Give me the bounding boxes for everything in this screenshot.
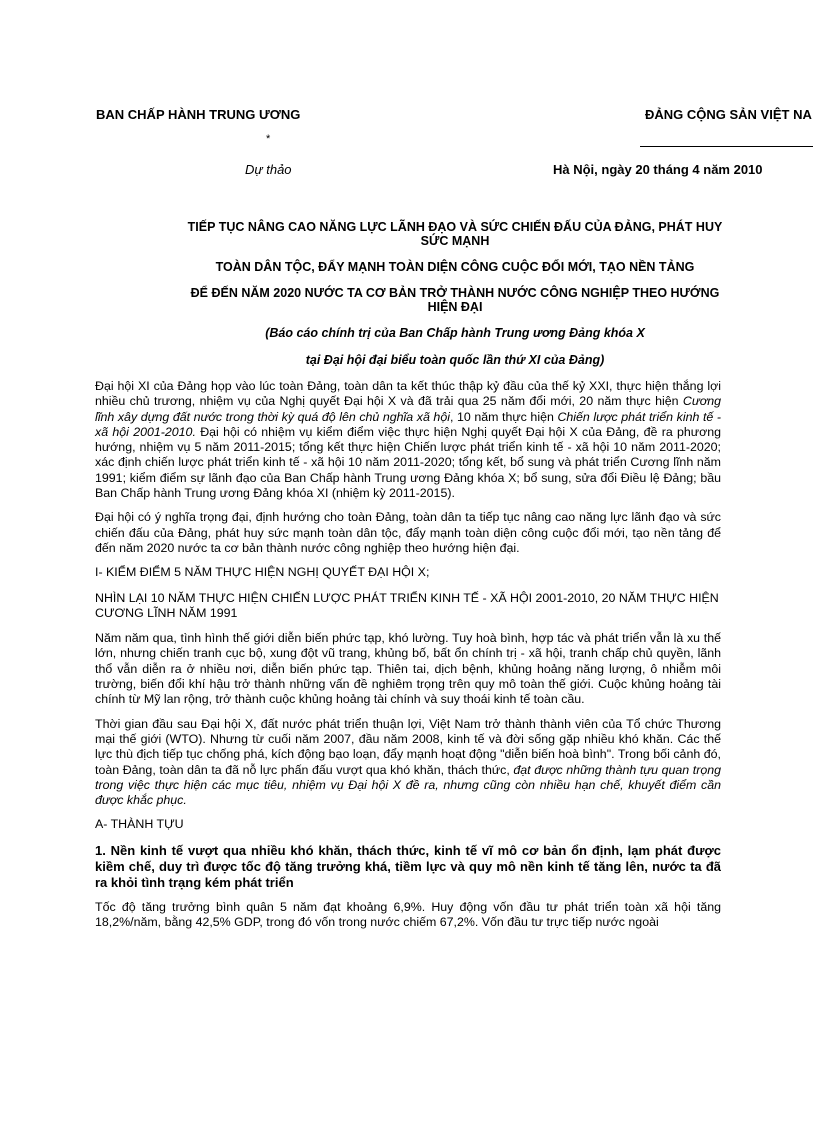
- date-location: Hà Nội, ngày 20 tháng 4 năm 2010: [553, 162, 763, 177]
- header-left-organization: BAN CHẤP HÀNH TRUNG ƯƠNG: [96, 107, 301, 122]
- paragraph-intro-part-1: Đại hội XI của Đảng họp vào lúc toàn Đảng, toàn dân ta kết thúc thập kỷ đầu của thế kỷ XXI, thực hiện thắng lợi nhiều chủ trương, nhiệm vụ của Nghị quyết Đại hội X và đã trải qua 25 năm đổi mới, 20 năm thực hiện: [95, 379, 721, 409]
- title-line-2: TOÀN DÂN TỘC, ĐẨY MẠNH TOÀN DIỆN CÔNG CUỘC ĐỔI MỚI, TẠO NỀN TẢNG: [215, 260, 695, 274]
- paragraph-intro-italic-1: Cương lĩnh xây dựng đất nước trong thời kỳ quá độ lên chủ nghĩa xã hội: [95, 394, 721, 424]
- title-line-3: ĐỂ ĐẾN NĂM 2020 NƯỚC TA CƠ BẢN TRỞ THÀNH NƯỚC CÔNG NGHIỆP THEO HƯỚNG HIỆN ĐẠI: [190, 286, 720, 314]
- paragraph-domestic-part-1: Thời gian đầu sau Đại hội X, đất nước phát triển thuận lợi, Việt Nam trở thành thành viên của Tổ chức Thương mại thế giới (WTO). Nhưng từ cuối năm 2007, đầu năm 2008, kinh tế và đời sống gặp nhiều khó khăn. Các thế lực thù địch tiếp tục chống phá, kích động bạo loạn, đẩy mạnh hoạt động "diễn biến hoà bình". Trong bối cảnh đó, toàn Đảng, toàn dân ta đã nỗ lực phấn đấu vượt qua khó khăn, thách thức,: [95, 716, 721, 777]
- achievement-1-heading: 1. Nền kinh tế vượt qua nhiều khó khăn, thách thức, kinh tế vĩ mô cơ bản ổn định, lạm phát được kiềm chế, duy trì được tốc độ tăng trưởng khá, tiềm lực và quy mô nền kinh tế tăng lên, nước ta đã ra khỏi tình trạng kém phát triển: [95, 842, 721, 890]
- header-right-organization: ĐẢNG CỘNG SẢN VIỆT NA: [645, 107, 812, 122]
- paragraph-growth-rate: Tốc độ tăng trưởng bình quân 5 năm đạt khoảng 6,9%. Huy động vốn đầu tư phát triển toàn xã hội tăng 18,2%/năm, bằng 42,5% GDP, trong đó vốn trong nước chiếm 67,2%. Vốn đầu tư trực tiếp nước ngoài: [95, 899, 721, 930]
- document-body: [95, 379, 721, 939]
- paragraph-intro-italic-2: Chiến lược phát triển kinh tế - xã hội 2001-2010.: [95, 409, 722, 439]
- header-underline: [640, 146, 813, 147]
- paragraph-domestic-situation: [95, 717, 721, 809]
- title-line-1: TIẾP TỤC NÂNG CAO NĂNG LỰC LÃNH ĐẠO VÀ SỨC CHIẾN ĐẤU CỦA ĐẢNG, PHÁT HUY SỨC MẠNH: [187, 220, 723, 248]
- section-heading-achievements: A- THÀNH TỰU: [95, 817, 184, 832]
- section-heading-1: I- KIỂM ĐIỂM 5 NĂM THỰC HIỆN NGHỊ QUYẾT ĐẠI HỘI X;: [95, 565, 430, 580]
- paragraph-intro-part-3: Đại hội có nhiệm vụ kiểm điểm việc thực hiện Nghị quyết Đại hội X của Đảng, đề ra phương hướng, nhiệm vụ 5 năm 2011-2015; tổng kết thực hiện Chiến lược phát triển kinh tế - xã hội 10 năm 2011-2020; xác định chiến lược phát triển kinh tế - xã hội 10 năm 2011-2020; tổng kết, bổ sung và phát triển Cương lĩnh năm 1991; kiểm điểm sự lãnh đạo của Ban Chấp hành Trung ương Đảng khóa X; bổ sung, sửa đổi Điều lệ Đảng; bầu Ban Chấp hành Trung ương Đảng khóa XI (nhiệm kỳ 2011-2015).: [95, 424, 721, 501]
- paragraph-intro-part-2: , 10 năm thực hiện: [449, 409, 558, 424]
- paragraph-significance: Đại hội có ý nghĩa trọng đại, định hướng cho toàn Đảng, toàn dân ta tiếp tục nâng cao năng lực lãnh đạo và sức chiến đấu của Đảng, phát huy sức mạnh toàn dân tộc, đẩy mạnh toàn diện công cuộc đổi mới, tạo nền tảng để đến năm 2020 nước ta cơ bản thành nước công nghiệp theo hướng hiện đại.: [95, 510, 721, 555]
- subtitle-line-1: (Báo cáo chính trị của Ban Chấp hành Trung ương Đảng khóa X: [265, 326, 645, 340]
- section-heading-2: NHÌN LẠI 10 NĂM THỰC HIỆN CHIẾN LƯỢC PHÁT TRIỂN KINH TẾ - XÃ HỘI 2001-2010, 20 NĂM THỰC HIỆN CƯƠNG LĨNH NĂM 1991: [95, 590, 719, 620]
- paragraph-intro: [95, 379, 721, 501]
- header-star-separator: *: [266, 133, 271, 145]
- draft-label: Dự thảo: [245, 162, 292, 177]
- paragraph-domestic-italic: đạt được những thành tựu quan trọng trong việc thực hiện các mục tiêu, nhiệm vụ Đại hội X đề ra, nhưng cũng còn nhiều hạn chế, khuyết điểm cần được khắc phục.: [95, 762, 721, 808]
- subtitle-line-2: tại Đại hội đại biểu toàn quốc lần thứ XI của Đảng): [305, 353, 605, 367]
- paragraph-world-situation: Năm năm qua, tình hình thế giới diễn biến phức tạp, khó lường. Tuy hoà bình, hợp tác và phát triển vẫn là xu thế lớn, nhưng chiến tranh cục bộ, xung đột vũ trang, khủng bố, bất ổn chính trị - xã hội, tranh chấp chủ quyền, lãnh thổ vẫn diễn ra ở nhiều nơi, diễn biến phức tạp. Thiên tai, dịch bệnh, khủng hoảng năng lượng, ô nhiễm môi trường, biến đổi khí hậu trở thành những vấn đề nghiêm trọng trên quy mô toàn thế giới. Cuộc khủng hoảng tài chính từ Mỹ lan rộng, trở thành cuộc khủng hoảng tài chính và suy thoái kinh tế toàn cầu.: [95, 631, 721, 707]
- document-title: [175, 220, 735, 380]
